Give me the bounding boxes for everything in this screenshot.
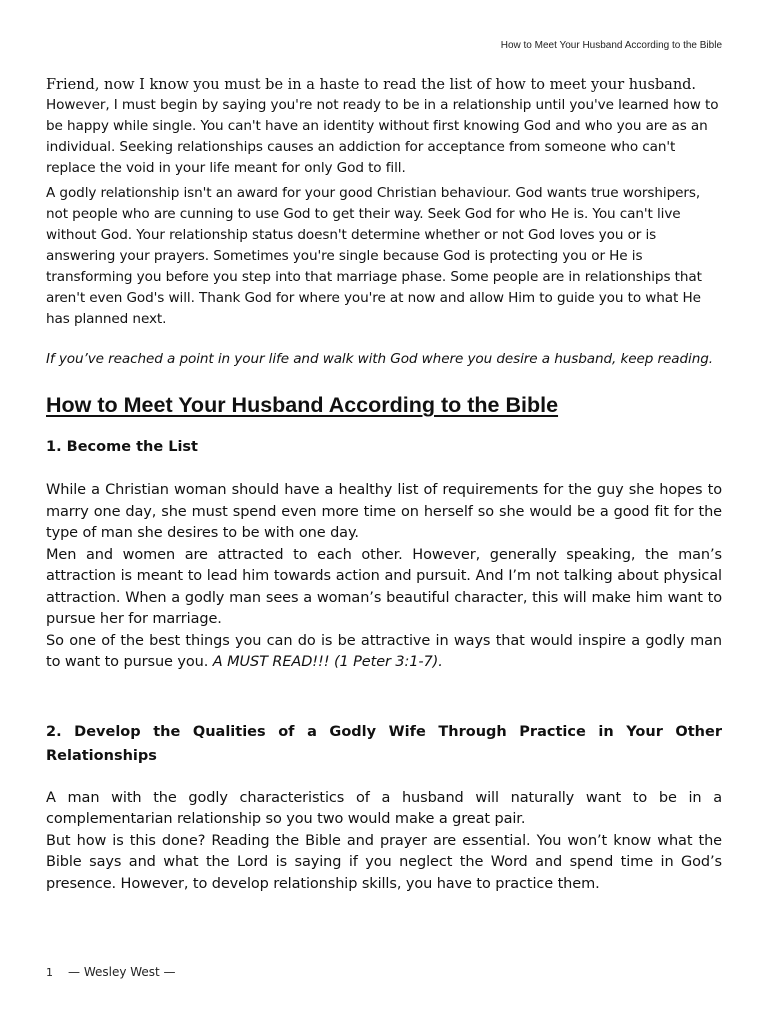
running-header: How to Meet Your Husband According to the Bible bbox=[500, 40, 722, 51]
intro-opening-line: Friend, now I know you must be in a haste to read the list of how to meet your husband. bbox=[46, 77, 697, 93]
page-title: How to Meet Your Husband According to the Bible bbox=[46, 393, 559, 417]
page-number: 1 bbox=[46, 966, 53, 979]
section-2-paragraph-2: But how is this done? Reading the Bible and prayer are essential. You won’t know what the Bible says and what the Lord is saying if you neglect the Word and spend time in God’s presence. However, to develop relationship skills, you have to practice them. bbox=[46, 832, 722, 892]
intro-note: If you’ve reached a point in your life and walk with God where you desire a husband, keep reading. bbox=[46, 351, 713, 367]
section-1-title: 1. Become the List bbox=[46, 439, 198, 455]
intro-paragraph-2: A godly relationship isn't an award for your good Christian behaviour. God wants true worshipers, not people who are cunning to use God to get their way. Seek God for who He is. You can't live without God. Your relationship status doesn't determine whether or not God loves you or is answering your prayers. Sometimes you're single because God is protecting you or He is transforming you before you step into that marriage phase. Some people are in relationships that aren't even God's will. Thank God for where you're at now and allow Him to guide you to what He has planned next. bbox=[46, 185, 702, 327]
page-content bbox=[46, 76, 722, 895]
section-1-paragraph-2: Men and women are attracted to each other. However, generally speaking, the man’s attraction is meant to lead him towards action and pursuit. And I’m not talking about physical attraction. When a godly man sees a woman’s beautiful character, this will make him want to pursue her for marriage. bbox=[46, 546, 722, 627]
section-1-paragraph-3 bbox=[46, 631, 722, 674]
section-2-paragraph-1: A man with the godly characteristics of a husband will naturally want to be in a complementarian relationship so you two would make a great pair. bbox=[46, 789, 722, 827]
page-footer bbox=[46, 965, 176, 979]
section-2-title: 2. Develop the Qualities of a Godly Wife Through Practice in Your Other Relationships bbox=[46, 723, 722, 764]
section-1-paragraph-3-text: So one of the best things you can do is be attractive in ways that would inspire a godly man to want to pursue you. bbox=[46, 632, 722, 670]
must-read-reference: A MUST READ!!! (1 Peter 3:1-7). bbox=[212, 654, 443, 670]
section-1-paragraph-1: While a Christian woman should have a healthy list of requirements for the guy she hopes to marry one day, she must spend even more time on herself so she would be a good fit for the type of man she desires to be with one day. bbox=[46, 482, 722, 541]
footer-author: — Wesley West — bbox=[68, 965, 176, 979]
intro-paragraph-1: However, I must begin by saying you're not ready to be in a relationship until you've learned how to be happy while single. You can't have an identity without first knowing God and who you are as an individual. Seeking relationships causes an addiction for acceptance from someone who can't replace the void in your life meant for only God to fill. bbox=[46, 97, 719, 176]
